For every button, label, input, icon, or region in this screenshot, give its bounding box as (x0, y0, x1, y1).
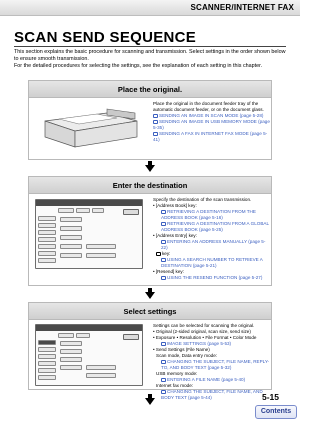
panel-key (60, 244, 82, 249)
step-text: Internet fax mode: (156, 383, 194, 388)
panel-key (38, 216, 56, 221)
step-text: • [Resend] key: (153, 269, 184, 274)
contents-button[interactable]: Contents (255, 405, 297, 419)
step-text: Specify the destination of the scan transmission. (153, 197, 252, 202)
panel-key (60, 349, 82, 354)
intro-paragraph: This section explains the basic procedure for scanning and transmission. Select settings in the order shown below to ensure smooth transmission. (14, 49, 286, 62)
panel-key (60, 341, 82, 346)
reference-icon (161, 276, 166, 280)
panel-key (86, 244, 116, 249)
touch-panel-illustration (35, 324, 143, 386)
step-enter-destination (28, 176, 272, 286)
step-place-original (28, 80, 272, 160)
reference-icon (153, 114, 158, 118)
panel-key (38, 375, 56, 380)
step-text: Place the original in the document feeder tray of the automatic document feeder, or on the document glass. (153, 101, 264, 112)
scanner-illustration (37, 103, 145, 153)
panel-key (38, 361, 56, 366)
title-divider (14, 46, 286, 47)
step-text: • Send Settings (File Name) (153, 347, 210, 352)
panel-key (60, 253, 82, 258)
intro-paragraph: For the detailed procedures for selecting the settings, see the explanation of each setting in this chapter. (14, 63, 263, 69)
reference-link[interactable]: CHANGING THE SUBJECT, FILE NAME, REPLY-TO, AND BODY TEXT (page 5-32) (161, 359, 270, 370)
panel-key (76, 333, 90, 338)
step-title: Place the original. (29, 81, 271, 98)
reference-link[interactable]: ENTERING AN ADDRESS MANUALLY (page 5-22) (161, 239, 266, 250)
reference-icon (153, 120, 158, 124)
step-text: • [Address Book] key: (153, 203, 197, 208)
step-title: Enter the destination (29, 177, 271, 194)
reference-icon (161, 360, 166, 364)
panel-key (58, 208, 74, 213)
panel-ok-key (123, 209, 139, 215)
step-text: • Original (2-sided original, scan size, send size) (153, 329, 251, 334)
panel-key (60, 235, 82, 240)
reference-icon (161, 258, 166, 262)
panel-key (38, 368, 56, 373)
reference-link[interactable]: SENDING A FAX IN INTERNET FAX MODE (page 5-41) (153, 131, 268, 142)
step-description (153, 101, 271, 143)
reference-icon (153, 132, 158, 136)
panel-key (86, 365, 116, 370)
reference-link[interactable]: CHANGING THE SUBJECT, FILE NAME, AND BODY TEXT (page 5-44) (161, 389, 263, 400)
panel-title-bar (36, 325, 142, 331)
panel-key (38, 347, 56, 352)
panel-title-bar (36, 200, 142, 206)
search-key-icon (156, 252, 161, 256)
reference-icon (161, 222, 166, 226)
reference-icon (161, 210, 166, 214)
touch-panel-illustration (35, 199, 143, 269)
panel-key (38, 237, 56, 242)
panel-key (38, 223, 56, 228)
reference-link[interactable]: SENDING AN IMAGE IN SCAN MODE (page 5-28) (153, 113, 271, 119)
reference-link[interactable]: SENDING AN IMAGE IN USB MEMORY MODE (page 5-35) (153, 119, 270, 130)
reference-icon (161, 240, 166, 244)
page-number: 5-15 (262, 392, 280, 402)
panel-key (60, 365, 82, 370)
panel-key (86, 253, 116, 258)
section-title: SCANNER/INTERNET FAX (190, 3, 294, 12)
reference-link[interactable]: IMAGE SETTINGS (page 5-53) (153, 341, 271, 347)
panel-key (60, 217, 82, 222)
step-select-settings (28, 302, 272, 400)
panel-key (76, 208, 90, 213)
panel-key (60, 226, 82, 231)
reference-link[interactable]: RETRIEVING A DESTINATION FROM THE ADDRESS BOOK (page 5-16) (161, 209, 256, 220)
panel-key (38, 354, 56, 359)
panel-key (60, 357, 82, 362)
reference-link[interactable]: ENTERING A FILE NAME (page 5-40) (153, 377, 271, 383)
reference-link[interactable]: USING THE RESEND FUNCTION (page 5-27) (153, 275, 271, 281)
step-text: Scan mode, Data entry mode: (156, 353, 218, 358)
reference-icon (161, 342, 166, 346)
header-bar (0, 0, 300, 16)
step-text: • Exposure • Resolution • File Format • Color Mode (153, 335, 257, 340)
step-description (153, 197, 271, 281)
step-text: • [Address Entry] key: (153, 233, 197, 238)
step-title: Select settings (29, 303, 271, 320)
step-description (153, 323, 271, 401)
panel-key (92, 208, 104, 213)
down-arrow-icon (145, 398, 155, 405)
page-title: SCAN SEND SEQUENCE (14, 29, 197, 46)
panel-key (38, 230, 56, 235)
panel-key (38, 251, 56, 256)
down-arrow-icon (145, 165, 155, 172)
step-text: USB memory mode: (156, 371, 198, 376)
down-arrow-icon (145, 292, 155, 299)
step-text: Settings can be selected for scanning the original. (153, 323, 255, 328)
panel-key (86, 373, 116, 378)
reference-link[interactable]: RETRIEVING A DESTINATION FROM A GLOBAL ADDRESS BOOK (page 5-25) (161, 221, 269, 232)
panel-key (58, 333, 74, 338)
reference-icon (161, 390, 166, 394)
panel-key (38, 258, 56, 263)
step-text: key: (153, 251, 271, 257)
reference-icon (161, 378, 166, 382)
reference-link[interactable]: USING A SEARCH NUMBER TO RETRIEVE A DESTINATION (page 5-21) (161, 257, 263, 268)
panel-key (38, 340, 56, 345)
intro-text (14, 49, 288, 70)
panel-ok-key (123, 334, 139, 340)
panel-key (38, 244, 56, 249)
